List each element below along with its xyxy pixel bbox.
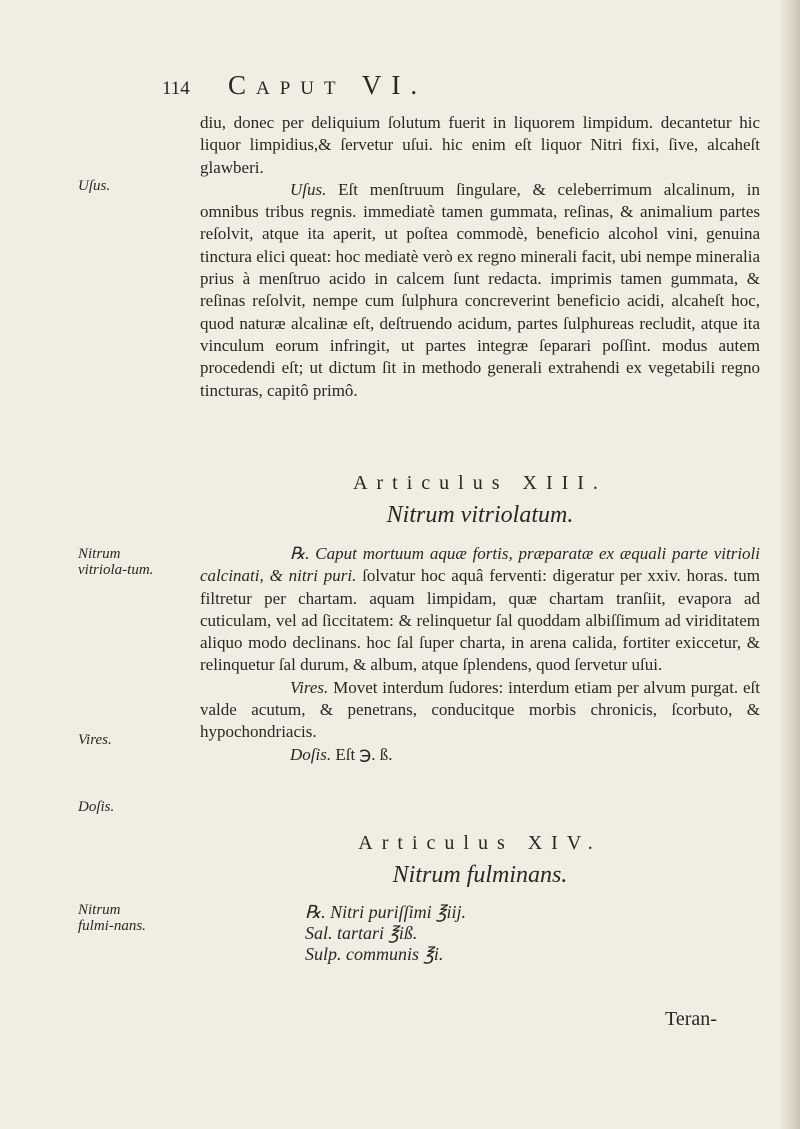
vires-lead: Vires. [290,677,329,697]
margin-note-nitrum-vitriolatum: Nitrum vitriola-tum. [78,546,154,578]
running-title: Caput VI. [228,70,428,100]
margin-note-vires: Vires. [78,732,112,748]
recipe-line: Sulp. communis ℥i. [305,944,444,964]
page-edge-shadow [778,0,800,1129]
recipe-line: ℞. Nitri puriſſimi ℥iij. [305,902,467,922]
usus-lead: Uſus. [290,179,327,199]
main-text-block-1 [200,112,760,402]
paragraph-recipe-13 [200,543,760,677]
catchword: Teran- [665,1008,717,1030]
usus-text: Eſt menſtruum ſingulare, & celeberrimum alcalinum, in omnibus tribus regnis. immediatè tamen gummata, reſinas, & animalium partes reſolvit, atque ita aperit, ut poſtea commodè, beneficio alcohol vini, genuina tinctura elici queat: hoc mediatè verò ex regno minerali facit, ubi nempe mineralia prius à menſtruo acido in calcem ſunt redacta. imprimis tamen gummata, & reſinas reſolvit, nempe cum ſulphura concreverint beneficio acidi, alcaheſt hoc, quod naturæ alcalinæ eſt, deſtruendo acidum, partes ſulphureas recludit, atque ita vinculum eorum infringit, ut partes integræ ſeparari poſſint. modus autem procedendi eſt; ut dictum ſit in methodo generali extrahendi ex vegetabili regno tincturas, capitô primô. [200,179,760,400]
recipe-list-14 [305,902,466,965]
dosis-lead: Doſis. [290,744,332,764]
page-header [162,70,722,106]
articulus-14-title: Nitrum fulminans. [392,862,568,888]
dosis-text: Eſt ℈. ß. [331,744,393,764]
vires-text: Movet interdum ſudores: interdum etiam per alvum purgat. eſt valde acutum, & penetrans, conducitque morbis chronicis, ſcorbuto, & hypochondriacis. [200,677,760,742]
paragraph-usus [200,179,760,402]
recipe-line: Sal. tartari ℥iß. [305,923,418,943]
articulus-14-heading: Articulus XIV. [358,832,602,854]
recipe-13-text: ſolvatur hoc aquâ ferventi: digeratur per xxiv. horas. tum filtretur per chartam. aquam limpidam, quæ chartam tranſiit, evapora ad cuticulam, vel ad ſiccitatem: & relinquetur ſal quoddam albiſſimum ad viriditatem aliquo modo declinans. hoc ſal ſuper charta, in arena calida, fortiter exiccetur, & relinquetur ſal durum, & album, atque ſplendens, quod ſervetur uſui. [200,566,760,675]
articulus-13-heading: Articulus XIII. [353,472,607,494]
main-text-block-2 [200,543,760,766]
margin-note-usus: Uſus. [78,178,111,194]
paragraph-dosis [200,744,760,766]
recipe-13-lead: ℞. Caput mortuum aquæ fortis, præparatæ ex æquali parte vitrioli calcinati, & nitri puri. [200,544,760,586]
margin-note-nitrum-fulminans: Nitrum fulmi-nans. [78,902,146,934]
margin-note-dosis: Doſis. [78,799,115,815]
paragraph-vires [200,677,760,744]
paragraph-continuation: diu, donec per deliquium ſolutum fuerit in liquorem limpidum. decantetur hic liquor limpidius,& ſervetur uſui. hic enim eſt liquor Nitri fixi, ſive, alcaheſt glawberi. [200,113,760,177]
page-number: 114 [162,78,190,99]
articulus-13-title: Nitrum vitriolatum. [386,502,574,528]
